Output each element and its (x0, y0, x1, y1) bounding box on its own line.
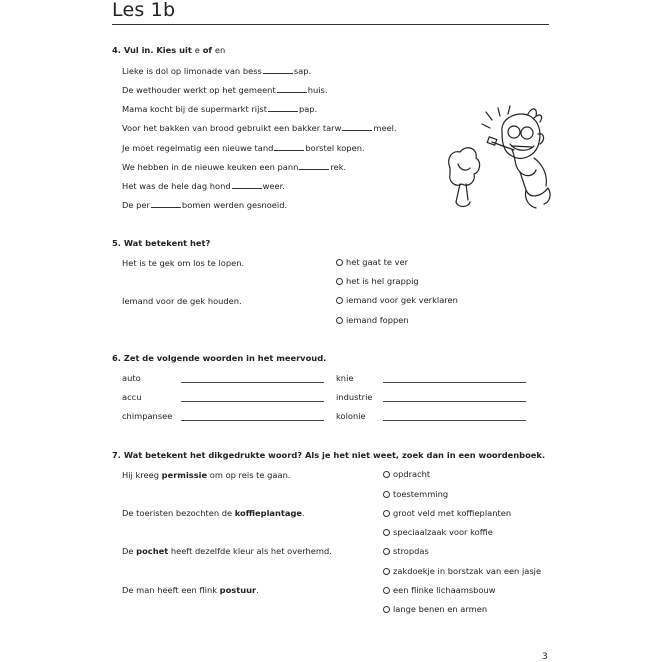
radio-circle-icon[interactable] (336, 297, 343, 304)
fill-blank[interactable] (342, 123, 372, 131)
radio-circle-icon[interactable] (383, 510, 390, 517)
page-number: 3 (542, 652, 548, 662)
radio-circle-icon[interactable] (383, 548, 390, 555)
q4-row-1: Lieke is dol op limonade van bess sap. (122, 66, 312, 76)
fill-blank[interactable] (263, 66, 293, 74)
q6-answer-line[interactable] (383, 401, 526, 402)
fill-blank[interactable] (277, 85, 307, 93)
q6-word-accu: accu (122, 392, 142, 402)
q6-answer-line[interactable] (383, 382, 526, 383)
q7-item-2-option-1[interactable]: groot veld met koffieplanten (383, 508, 511, 518)
q5-item-2-option-1[interactable]: iemand voor gek verklaren (336, 295, 458, 305)
radio-circle-icon[interactable] (383, 587, 390, 594)
fill-blank[interactable] (151, 200, 181, 208)
radio-circle-icon[interactable] (336, 278, 343, 285)
radio-circle-icon[interactable] (383, 491, 390, 498)
q4-row-8: De per bomen werden gesnoeid. (122, 200, 288, 210)
q4-row-4: Voor het bakken van brood gebruikt een bakker tarw meel. (122, 123, 397, 133)
q7-item-2-text: De toeristen bezochten de koffieplantage. (122, 508, 305, 518)
q4-row-3: Mama kocht bij de supermarkt rijst pap. (122, 104, 318, 114)
q7-item-1-option-2[interactable]: toestemming (383, 489, 448, 499)
q4-row-6: We hebben in de nieuwe keuken een pann rek. (122, 162, 347, 172)
q6-answer-line[interactable] (181, 382, 324, 383)
q7-item-3-option-1[interactable]: stropdas (383, 546, 429, 556)
cartoon-man-brushing-teeth-icon (430, 100, 555, 215)
radio-circle-icon[interactable] (383, 471, 390, 478)
radio-circle-icon[interactable] (336, 317, 343, 324)
question-4-heading: 4. Vul in. Kies uit e of en (112, 45, 226, 55)
q5-item-2-option-2[interactable]: iemand foppen (336, 315, 409, 325)
q6-word-chimpansee: chimpansee (122, 411, 173, 421)
q5-item-2-text: Iemand voor de gek houden. (122, 296, 242, 306)
q7-item-1-text: Hij kreeg permissie om op reis te gaan. (122, 470, 291, 480)
header-divider (112, 24, 549, 25)
question-5-heading: 5. Wat betekent het? (112, 238, 211, 248)
radio-circle-icon[interactable] (383, 568, 390, 575)
q5-item-1-option-1[interactable]: het gaat te ver (336, 257, 408, 267)
q5-item-1-text: Het is te gek om los te lopen. (122, 258, 245, 268)
fill-blank[interactable] (299, 162, 329, 170)
question-7-heading: 7. Wat betekent het dikgedrukte woord? Als je het niet weet, zoek dan in een woordenboek. (112, 450, 546, 460)
fill-blank[interactable] (274, 143, 304, 151)
q7-item-4-option-1[interactable]: een flinke lichaamsbouw (383, 585, 496, 595)
q4-row-5: Je moet regelmatig een nieuwe tand borstel kopen. (122, 143, 365, 153)
q7-item-4-option-2[interactable]: lange benen en armen (383, 604, 487, 614)
radio-circle-icon[interactable] (383, 606, 390, 613)
q6-answer-line[interactable] (181, 420, 324, 421)
q7-item-3-text: De pochet heeft dezelfde kleur als het overhemd. (122, 546, 332, 556)
radio-circle-icon[interactable] (383, 529, 390, 536)
fill-blank[interactable] (268, 104, 298, 112)
q7-item-1-option-1[interactable]: opdracht (383, 469, 430, 479)
q4-row-2: De wethouder werkt op het gemeent huis. (122, 85, 328, 95)
q6-word-auto: auto (122, 373, 141, 383)
fill-blank[interactable] (232, 181, 262, 189)
q6-word-knie: knie (336, 373, 354, 383)
q5-item-1-option-2[interactable]: het is hel grappig (336, 276, 419, 286)
q6-word-kolonie: kolonie (336, 411, 366, 421)
question-6-heading: 6. Zet de volgende woorden in het meervoud. (112, 353, 327, 363)
page-title: Les 1b (112, 0, 176, 21)
q6-answer-line[interactable] (181, 401, 324, 402)
q7-item-2-option-2[interactable]: speciaalzaak voor koffie (383, 527, 493, 537)
q7-item-4-text: De man heeft een flink postuur. (122, 585, 259, 595)
q4-row-7: Het was de hele dag hond weer. (122, 181, 285, 191)
q6-word-industrie: industrie (336, 392, 373, 402)
radio-circle-icon[interactable] (336, 259, 343, 266)
q7-item-3-option-2[interactable]: zakdoekje in borstzak van een jasje (383, 566, 541, 576)
q6-answer-line[interactable] (383, 420, 526, 421)
